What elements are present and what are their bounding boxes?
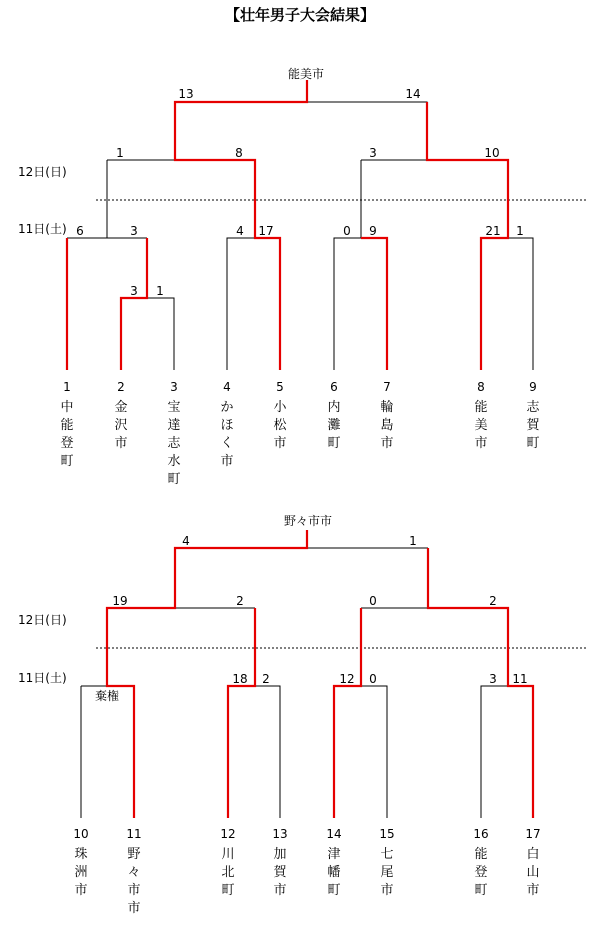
score: 3 — [130, 284, 138, 298]
team — [126, 827, 141, 916]
team — [167, 380, 181, 487]
score: 19 — [112, 594, 128, 608]
team-name-char: 能 — [474, 847, 488, 862]
team-name-char: 市 — [220, 454, 234, 469]
team-name-char: 賀 — [273, 865, 287, 880]
score: 17 — [258, 224, 274, 238]
team-name-char: 市 — [273, 883, 287, 898]
team-name-char: 灘 — [327, 418, 341, 433]
team-name-char: 尾 — [380, 865, 394, 880]
score: 1 — [409, 534, 417, 548]
team — [327, 380, 340, 451]
team-number: 17 — [525, 827, 541, 841]
team-name-char: 市 — [273, 436, 287, 451]
team — [379, 827, 394, 898]
score: 10 — [484, 146, 500, 160]
team-name-char: か — [220, 400, 234, 415]
team-name-char: 能 — [474, 400, 488, 415]
team-number: 11 — [126, 827, 142, 841]
team-name-char: 市 — [474, 436, 488, 451]
team-name-char: 町 — [60, 454, 74, 469]
team-name-char: 登 — [60, 436, 74, 451]
page-title: 【壮年男子大会結果】 — [224, 6, 376, 24]
team-name-char: 町 — [167, 472, 181, 487]
team-name-char: 町 — [474, 883, 488, 898]
team-name-char: 北 — [221, 865, 235, 880]
team-name-char: 登 — [474, 865, 488, 880]
team — [272, 827, 287, 898]
team — [273, 380, 287, 451]
score: 8 — [235, 146, 243, 160]
team-name-char: 町 — [327, 883, 341, 898]
team-list-2 — [73, 827, 540, 916]
team-list-1 — [60, 380, 540, 487]
team-name-char: 志 — [167, 436, 181, 451]
team-name-char: 達 — [167, 418, 181, 433]
team-name-char: 野 — [127, 847, 141, 862]
team-name-char: 津 — [327, 847, 341, 862]
day-label-12: 12日(日) — [18, 165, 67, 179]
bracket-2 — [18, 514, 588, 916]
score: 3 — [489, 672, 497, 686]
team-name-char: 松 — [273, 418, 287, 433]
team-number: 1 — [63, 380, 71, 394]
team-name-char: 小 — [273, 400, 287, 415]
team-number: 14 — [326, 827, 342, 841]
score: 3 — [130, 224, 138, 238]
score: 14 — [405, 87, 421, 101]
bracket-1 — [18, 66, 588, 487]
team-number: 16 — [473, 827, 489, 841]
team-number: 6 — [330, 380, 338, 394]
team-name-char: 町 — [221, 883, 235, 898]
team-name-char: 中 — [60, 400, 74, 415]
team-name-char: 輪 — [380, 400, 394, 415]
score: 3 — [369, 146, 377, 160]
team-name-char: 沢 — [114, 418, 128, 433]
team-name-char: 市 — [114, 436, 128, 451]
forfeit-label: 棄権 — [94, 689, 120, 703]
team-name-char: 幡 — [327, 865, 341, 880]
team-name-char: く — [220, 436, 234, 451]
champion-label-2: 野々市市 — [283, 514, 333, 528]
score: 2 — [262, 672, 270, 686]
score: 0 — [369, 672, 377, 686]
team-name-char: 加 — [273, 847, 287, 862]
score: 1 — [156, 284, 164, 298]
team-number: 5 — [276, 380, 284, 394]
day-label-11: 11日(土) — [18, 671, 67, 685]
team-number: 8 — [477, 380, 485, 394]
score: 4 — [182, 534, 190, 548]
day-label-12: 12日(日) — [18, 613, 67, 627]
score: 2 — [489, 594, 497, 608]
team-name-char: 市 — [127, 883, 141, 898]
team-name-char: 市 — [526, 883, 540, 898]
team-name-char: 市 — [380, 883, 394, 898]
team-name-char: 水 — [167, 454, 181, 469]
score: 9 — [369, 224, 377, 238]
score: 21 — [485, 224, 501, 238]
team-number: 13 — [272, 827, 288, 841]
day-label-11: 11日(土) — [18, 222, 67, 236]
team-name-char: 白 — [526, 847, 540, 862]
team-number: 10 — [73, 827, 89, 841]
team-name-char: 市 — [380, 436, 394, 451]
team-name-char: 町 — [327, 436, 341, 451]
team-name-char: 志 — [526, 400, 540, 415]
team-name-char: 市 — [127, 901, 141, 916]
team-name-char: 七 — [380, 847, 394, 862]
team-number: 3 — [170, 380, 178, 394]
team-name-char: 々 — [127, 865, 141, 880]
score: 13 — [178, 87, 194, 101]
team-name-char: 洲 — [74, 865, 88, 880]
team — [60, 380, 73, 469]
team-name-char: 賀 — [526, 418, 540, 433]
team-name-char: 美 — [474, 418, 488, 433]
score: 0 — [369, 594, 377, 608]
team — [326, 827, 341, 898]
team — [220, 380, 233, 469]
team — [380, 380, 393, 451]
score: 11 — [512, 672, 528, 686]
team-name-char: 内 — [327, 400, 341, 415]
team — [525, 827, 540, 898]
team — [73, 827, 88, 898]
team-name-char: 珠 — [74, 847, 88, 862]
team-number: 7 — [383, 380, 391, 394]
team — [474, 380, 487, 451]
team-name-char: ほ — [220, 418, 234, 433]
team-name-char: 宝 — [167, 400, 181, 415]
team-number: 2 — [117, 380, 125, 394]
team — [473, 827, 488, 898]
team-number: 12 — [220, 827, 236, 841]
team-number: 9 — [529, 380, 537, 394]
team-name-char: 金 — [114, 400, 128, 415]
team-name-char: 島 — [380, 418, 394, 433]
score: 6 — [76, 224, 84, 238]
team-name-char: 山 — [526, 865, 540, 880]
winner-path-2 — [107, 530, 533, 818]
score: 1 — [516, 224, 524, 238]
score: 12 — [339, 672, 355, 686]
champion-label-1: 能美市 — [287, 67, 325, 81]
team — [526, 380, 540, 451]
team-name-char: 能 — [60, 418, 74, 433]
team-name-char: 市 — [74, 883, 88, 898]
team-name-char: 川 — [221, 847, 235, 862]
team-number: 4 — [223, 380, 231, 394]
team — [114, 380, 127, 451]
team-number: 15 — [379, 827, 395, 841]
score: 18 — [232, 672, 248, 686]
score: 0 — [343, 224, 351, 238]
team-name-char: 町 — [526, 436, 540, 451]
score: 2 — [236, 594, 244, 608]
team — [220, 827, 235, 898]
bracket-lines-2 — [81, 548, 508, 818]
score: 1 — [116, 146, 124, 160]
score: 4 — [236, 224, 244, 238]
